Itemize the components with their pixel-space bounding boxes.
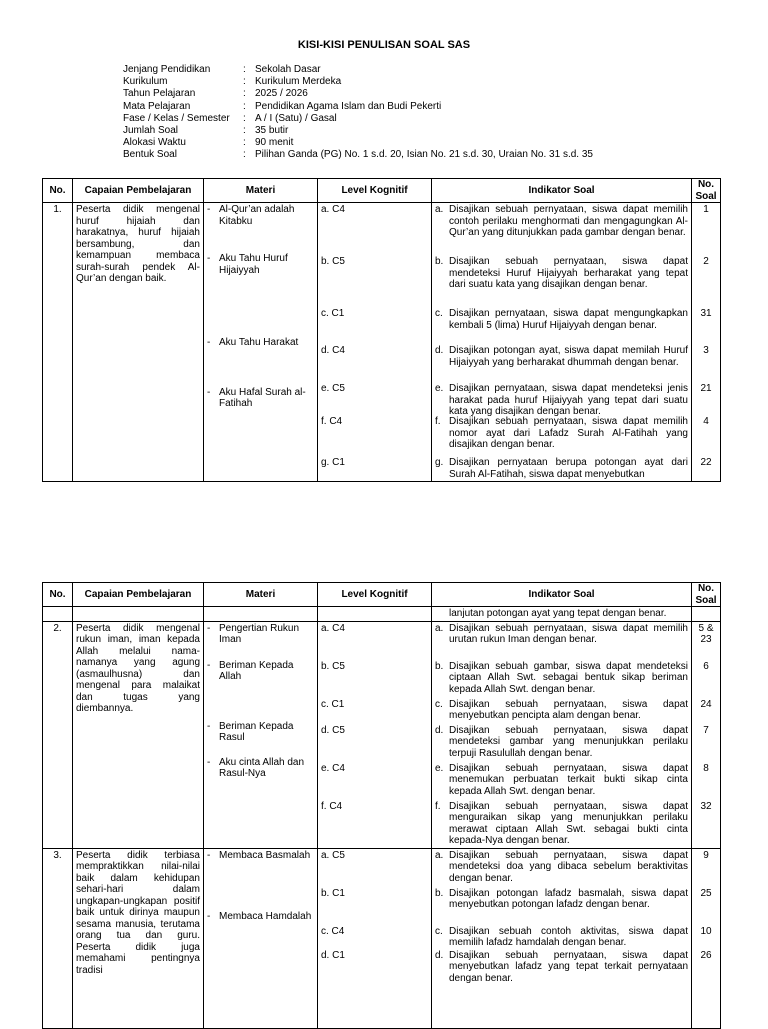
meta-value: Kurikulum Merdeka	[255, 76, 342, 88]
materi-item: - Al-Qur’an adalah Kitabku	[207, 204, 295, 227]
meta-label: Tahun Pelajaran	[123, 88, 196, 100]
header-no: No.	[43, 583, 73, 607]
header-indikator: Indikator Soal	[432, 583, 692, 607]
level-item: d. C1	[321, 949, 345, 961]
level-item: e. C5	[321, 383, 345, 394]
indikator-item: b. Disajikan sebuah gambar, siswa dapat mendeteksi ciptaan Allah Swt. sebagai bentuk sikap beriman kepada Allah Swt. dengan benar.	[435, 660, 688, 695]
meta-label: Jumlah Soal	[123, 124, 179, 136]
header-materi: Materi	[204, 583, 318, 607]
header-capaian: Capaian Pembelajaran	[73, 583, 204, 607]
indikator-item: c. Disajikan sebuah pernyataan, siswa dapat menyebutkan pencipta alam dengan benar.	[435, 698, 688, 721]
meta-label: Mata Pelajaran	[123, 100, 191, 112]
level-item: c. C1	[321, 308, 345, 319]
row-number: 1.	[43, 203, 73, 482]
no-soal-cell: 1 2 31 3 21 4 22	[692, 203, 721, 482]
indikator-item: g. Disajikan pernyataan berupa potongan ayat dari Surah Al-Fatihah, siswa dapat menyebutkan	[435, 457, 688, 480]
level-item: c. C4	[321, 925, 345, 937]
meta-row	[123, 76, 593, 88]
meta-colon: :	[243, 76, 246, 88]
meta-row	[123, 64, 593, 76]
materi-item: - Aku Tahu Harakat	[207, 337, 299, 348]
meta-colon: :	[243, 100, 246, 112]
meta-label: Fase / Kelas / Semester	[123, 112, 230, 124]
level-item: b. C5	[321, 660, 345, 672]
row-number: 3.	[43, 848, 73, 1028]
indikator-item: f. Disajikan sebuah pernyataan, siswa dapat memilih nomor ayat dari Lafadz Surah Al-Fatihah yang disajikan dengan benar.	[435, 416, 688, 450]
indikator-item: f. Disajikan sebuah pernyataan, siswa dapat menguraikan sikap yang menunjukkan perilaku merawat ciptaan Allah Swt. sebagai bukti cinta kepada-Nya dengan benar.	[435, 800, 688, 846]
level-item: b. C5	[321, 256, 345, 267]
header-level: Level Kognitif	[318, 179, 432, 203]
level-item: g. C1	[321, 457, 345, 468]
meta-row	[123, 88, 593, 100]
level-item: d. C5	[321, 724, 345, 736]
capaian-cell: Peserta didik mengenal huruf hijaiah dan harakatnya, huruf hijaiah bersambung, dan kemampuan membaca surah-surah pendek Al-Qur’an dengan baik.	[73, 203, 204, 482]
meta-value: Pendidikan Agama Islam dan Budi Pekerti	[255, 100, 442, 112]
header-no-soal: No. Soal	[692, 179, 721, 203]
meta-label: Jenjang Pendidikan	[123, 64, 211, 75]
table-row	[43, 203, 721, 482]
level-item: b. C1	[321, 887, 345, 899]
indikator-item: d. Disajikan potongan ayat, siswa dapat memilah Huruf Hijaiyyah yang berharakat dhummah dengan benar.	[435, 345, 688, 368]
table-row	[43, 621, 721, 848]
meta-row	[123, 149, 593, 161]
indikator-cell	[432, 848, 692, 1028]
meta-colon: :	[243, 64, 246, 75]
kisi-kisi-table-2	[42, 582, 721, 1029]
header-materi: Materi	[204, 179, 318, 203]
table-header-row	[43, 179, 721, 203]
materi-item: - Aku Hafal Surah al-Fatihah	[207, 386, 306, 409]
meta-colon: :	[243, 88, 246, 100]
materi-item: - Beriman Kepada Allah	[207, 659, 294, 682]
level-cell	[318, 848, 432, 1028]
table-row-continuation	[43, 607, 721, 622]
meta-label: Kurikulum	[123, 76, 168, 88]
meta-row	[123, 113, 593, 125]
materi-cell	[204, 621, 318, 848]
level-item: d. C4	[321, 345, 345, 356]
meta-value: A / I (Satu) / Gasal	[255, 112, 337, 124]
materi-item: - Membaca Hamdalah	[207, 911, 312, 922]
header-level: Level Kognitif	[318, 583, 432, 607]
indikator-item: c. Disajikan pernyataan, siswa dapat mengungkapkan kembali 5 (lima) Huruf Hijaiyyah dengan benar.	[435, 308, 688, 331]
level-cell	[318, 203, 432, 482]
level-item: e. C4	[321, 762, 345, 774]
no-soal-cell: 9 25 10 26	[692, 848, 721, 1028]
materi-item: - Beriman Kepada Rasul	[207, 720, 294, 743]
meta-info	[123, 64, 593, 162]
indikator-item: e. Disajikan sebuah pernyataan, siswa dapat menemukan perbuatan terkait bukti sikap cinta kepada Allah Swt. dengan benar.	[435, 762, 688, 797]
indikator-item: a. Disajikan sebuah pernyataan, siswa dapat memilih contoh perilaku menghormati dan mengagungkan Al-Qur’an yang ditunjukkan pada gambar dengan benar.	[435, 204, 688, 238]
indikator-item: d. Disajikan sebuah pernyataan, siswa dapat menyebutkan lafadz yang tepat terkait pernyataan dengan benar.	[435, 949, 688, 984]
kisi-kisi-table-1	[42, 178, 721, 482]
level-item: a. C4	[321, 622, 345, 634]
meta-colon: :	[243, 124, 246, 136]
meta-value: 2025 / 2026	[255, 88, 308, 100]
no-soal-cell: 5 & 23 6 24 7 8 32	[692, 621, 721, 848]
indikator-item: a. Disajikan sebuah pernyataan, siswa dapat mendeteksi doa yang dibaca sebelum beraktivitas dengan benar.	[435, 849, 688, 884]
indikator-cell	[432, 203, 692, 482]
document-title: KISI-KISI PENULISAN SOAL SAS	[297, 39, 471, 51]
indikator-continuation: lanjutan potongan ayat yang tepat dengan benar.	[432, 607, 692, 622]
level-item: a. C4	[321, 204, 345, 215]
capaian-cell: Peserta didik mengenal rukun iman, iman kepada Allah melalui nama-namanya yang agung (asmaulhusna) dan mengenal para malaikat dan tugas yang diembannya.	[73, 621, 204, 848]
meta-value: Sekolah Dasar	[255, 64, 321, 75]
capaian-cell: Peserta didik terbiasa mempraktikkan nilai-nilai baik dalam kehidupan sehari-hari dalam ungkapan-ungkapan positif baik untuk dirinya maupun sesama manusia, terutama orang tua dan guru. Peserta didik juga memahami pentingnya tradisi	[73, 848, 204, 1028]
meta-row	[123, 125, 593, 137]
indikator-item: b. Disajikan potongan lafadz basmalah, siswa dapat menyebutkan potongan lafadz dengan benar.	[435, 887, 688, 910]
indikator-item: c. Disajikan sebuah contoh aktivitas, siswa dapat memilih lafadz hamdalah dengan benar.	[435, 925, 688, 948]
header-no-soal: No. Soal	[692, 583, 721, 607]
materi-cell	[204, 203, 318, 482]
level-item: f. C4	[321, 416, 343, 427]
level-item: c. C1	[321, 698, 345, 710]
meta-colon: :	[243, 112, 246, 124]
table-header-row	[43, 583, 721, 607]
table-row	[43, 848, 721, 1028]
meta-value: Pilihan Ganda (PG) No. 1 s.d. 20, Isian No. 21 s.d. 30, Uraian No. 31 s.d. 35	[255, 149, 593, 161]
level-item: a. C5	[321, 849, 345, 861]
materi-cell	[204, 848, 318, 1028]
meta-value: 35 butir	[255, 124, 289, 136]
materi-item: - Aku Tahu Huruf Hijaiyyah	[207, 253, 288, 276]
header-capaian: Capaian Pembelajaran	[73, 179, 204, 203]
meta-label: Bentuk Soal	[123, 149, 177, 161]
meta-row	[123, 137, 593, 149]
materi-item: - Aku cinta Allah dan Rasul-Nya	[207, 756, 305, 779]
meta-colon: :	[243, 149, 246, 161]
indikator-item: a. Disajikan sebuah pernyataan, siswa dapat memilih urutan rukun Iman dengan benar.	[435, 622, 688, 645]
level-cell	[318, 621, 432, 848]
meta-value: 90 menit	[255, 137, 294, 149]
meta-row	[123, 101, 593, 113]
indikator-cell	[432, 621, 692, 848]
level-item: f. C4	[321, 800, 343, 812]
header-no: No.	[43, 179, 73, 203]
meta-label: Alokasi Waktu	[123, 137, 186, 149]
meta-colon: :	[243, 137, 246, 149]
materi-item: - Pengertian Rukun Iman	[207, 622, 300, 645]
materi-item: - Membaca Basmalah	[207, 849, 311, 861]
header-indikator: Indikator Soal	[432, 179, 692, 203]
indikator-item: e. Disajikan pernyataan, siswa dapat mendeteksi jenis harakat pada huruf Hijaiyyah yang tepat dari suatu kata yang disajikan dengan benar.	[435, 383, 688, 417]
row-number: 2.	[43, 621, 73, 848]
indikator-item: b. Disajikan sebuah pernyataan, siswa dapat mendeteksi Huruf Hijaiyyah berharakat yang tepat dari suatu kata yang disajikan dengan benar.	[435, 256, 688, 290]
indikator-item: d. Disajikan sebuah pernyataan, siswa dapat mendeteksi gambar yang menunjukkan perilaku terpuji Rasulullah dengan benar.	[435, 724, 688, 759]
